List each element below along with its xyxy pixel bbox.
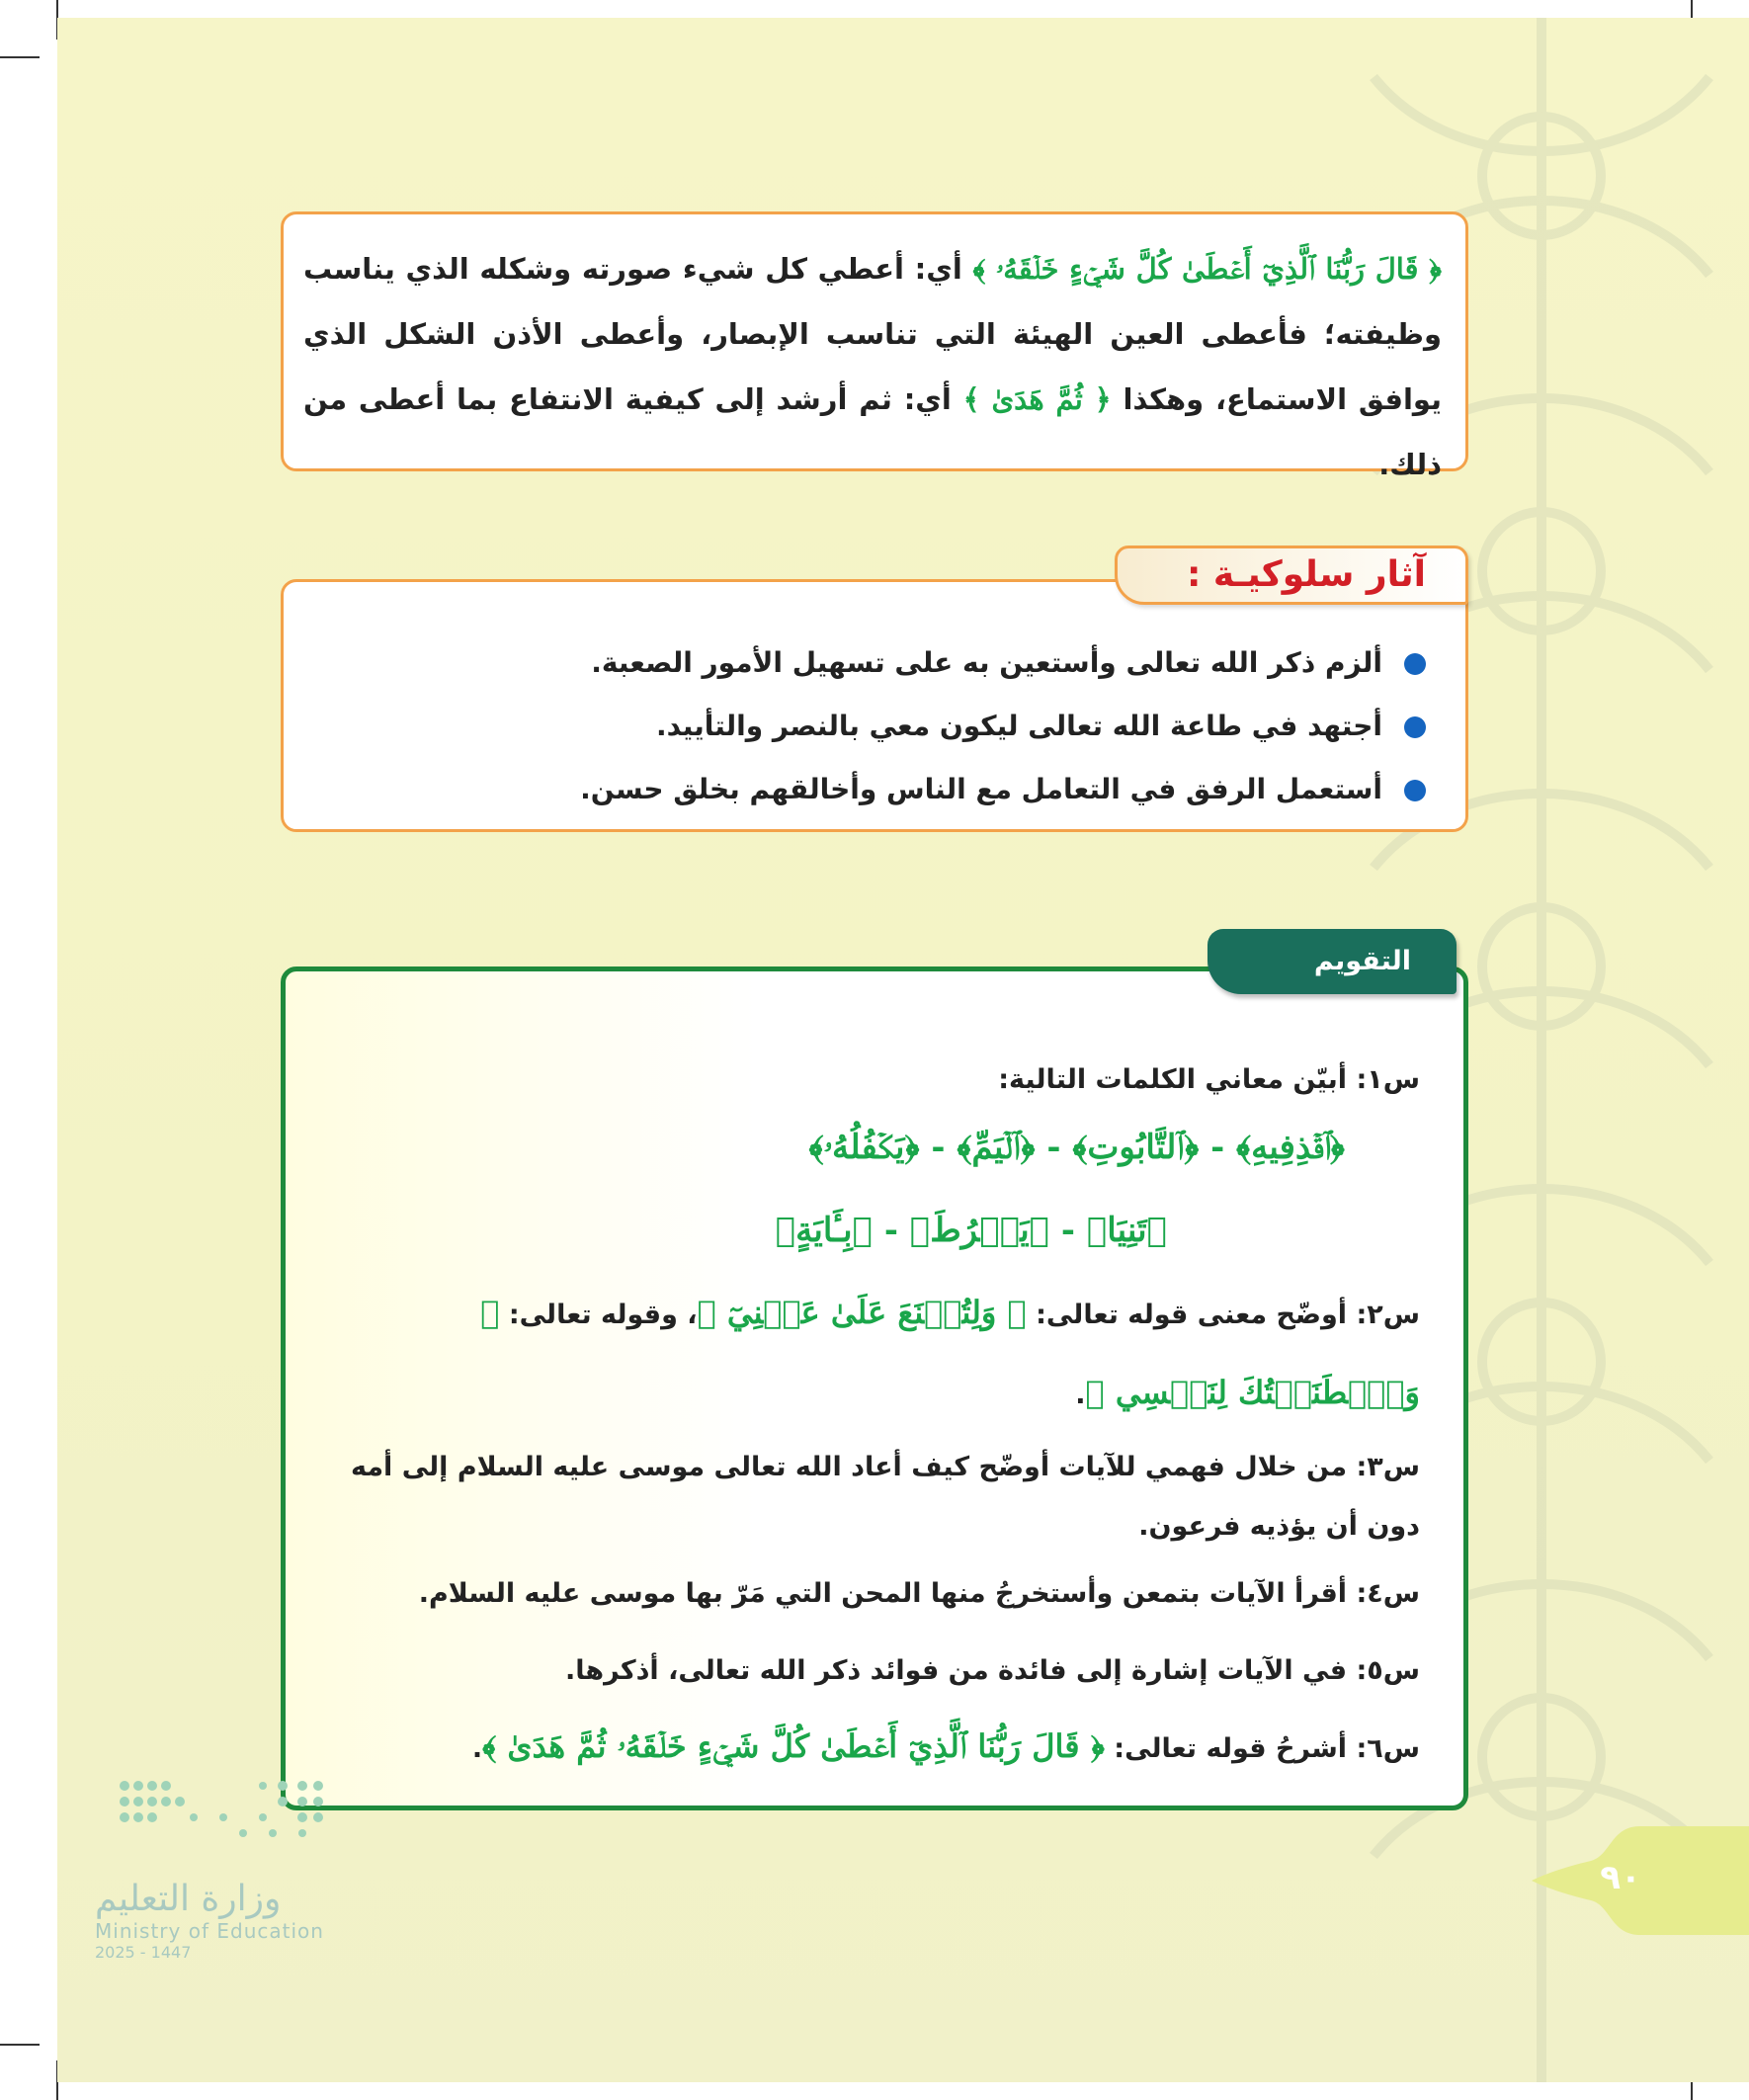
list-item: أستعمل الرفق في التعامل مع الناس وأخالقهم بخلق حسن.: [580, 758, 1426, 821]
question-1: س١: أبيّن معاني الكلمات التالية:: [998, 1064, 1420, 1095]
evaluation-box: [281, 966, 1468, 1810]
question-2: س٢: أوضّح معنى قوله تعالى: ﴿ وَلِتُصۡنَعَ عَلَىٰ عَيۡنِيٓ ﴾، وقوله تعالى: ﴿ وَٱصۡطَنَعۡتُكَ لِنَفۡسِي ﴾.: [480, 1294, 1420, 1411]
behavioral-effects-box: [281, 579, 1468, 832]
crop-mark: [0, 56, 40, 58]
bullet-icon: [1404, 716, 1426, 738]
bullet-icon: [1404, 780, 1426, 801]
explanation-text: أي: أعطي كل شيء صورته وشكله الذي يناسب وظيفته؛ فأعطى العين الهيئة التي تناسب الإبصار، وأعطى الأذن الشكل الذي يوافق الاستماع، وهكذا: [303, 252, 1443, 416]
question-6: س٦: أشرحُ قوله تعالى: ﴿ قَالَ رَبُّنَا ٱلَّذِيٓ أَعۡطَىٰ كُلَّ شَيۡءٍ خَلۡقَهُۥ ثُمَّ هَدَىٰ ﴾.: [471, 1727, 1420, 1765]
page-number: ٩٠: [1600, 1858, 1641, 1897]
section-title: آثار سلوكيـة :: [1115, 546, 1468, 605]
question-4: س٤: أقرأ الآيات بتمعن وأستخرجُ منها المحن التي مَرّ بها موسى عليه السلام.: [418, 1578, 1420, 1609]
verse-text: ﴿ ثُمَّ هَدَىٰ ﴾: [962, 382, 1112, 416]
crop-mark: [0, 2044, 40, 2046]
effects-list: [580, 631, 1426, 821]
explanation-box: [281, 211, 1468, 481]
verse-text: ﴿ وَٱصۡطَنَعۡتُكَ لِنَفۡسِي ﴾: [480, 1294, 1420, 1411]
ministry-arabic-name: وزارة التعليم: [95, 1879, 282, 1919]
explanation-paragraph: [303, 236, 1442, 497]
verse-text: ﴿ قَالَ رَبُّنَا ٱلَّذِيٓ أَعۡطَىٰ كُلَّ شَيۡءٍ خَلۡقَهُۥ ثُمَّ هَدَىٰ ﴾: [482, 1727, 1105, 1765]
verse-text: ﴿ قَالَ رَبُّنَا ٱلَّذِيٓ أَعۡطَىٰ كُلَّ شَيۡءٍ خَلۡقَهُۥ ﴾: [972, 252, 1442, 286]
question-3: س٣: من خلال فهمي للآيات أوضّح كيف أعاد الله تعالى موسى عليه السلام إلى أمه دون أن يؤذيه فرعون.: [350, 1452, 1420, 1542]
words-row: ﴿تَنِيَا﴾ - ﴿يَفۡرُطَ﴾ - ﴿بِـَٔايَةٍ﴾: [775, 1211, 1167, 1250]
question-5: س٥: في الآيات إشارة إلى فائدة من فوائد ذكر الله تعالى، أذكرها.: [564, 1655, 1420, 1686]
explanation-text: أي: ثم أرشد إلى كيفية الانتفاع بما أعطى من ذلك.: [303, 382, 1442, 481]
ministry-dots-icon: [115, 1774, 332, 1853]
verse-text: ﴿ وَلِتُصۡنَعَ عَلَىٰ عَيۡنِيٓ ﴾: [697, 1294, 1027, 1331]
ministry-logo: [95, 1774, 332, 2011]
list-item: ألزم ذكر الله تعالى وأستعين به على تسهيل الأمور الصعبة.: [580, 631, 1426, 695]
bullet-icon: [1404, 653, 1426, 675]
words-row: ﴿ٱقۡذِفِيهِ﴾ - ﴿ٱلتَّابُوتِ﴾ - ﴿ٱلۡيَمِّ﴾ - ﴿يَكۡفُلُهُۥ﴾: [808, 1128, 1345, 1167]
list-item: أجتهد في طاعة الله تعالى ليكون معي بالنصر والتأييد.: [580, 695, 1426, 758]
ministry-english-name: Ministry of Education: [95, 1919, 324, 1943]
section-title: التقويم: [1208, 929, 1457, 994]
ministry-year: 2025 - 1447: [95, 1943, 192, 1962]
